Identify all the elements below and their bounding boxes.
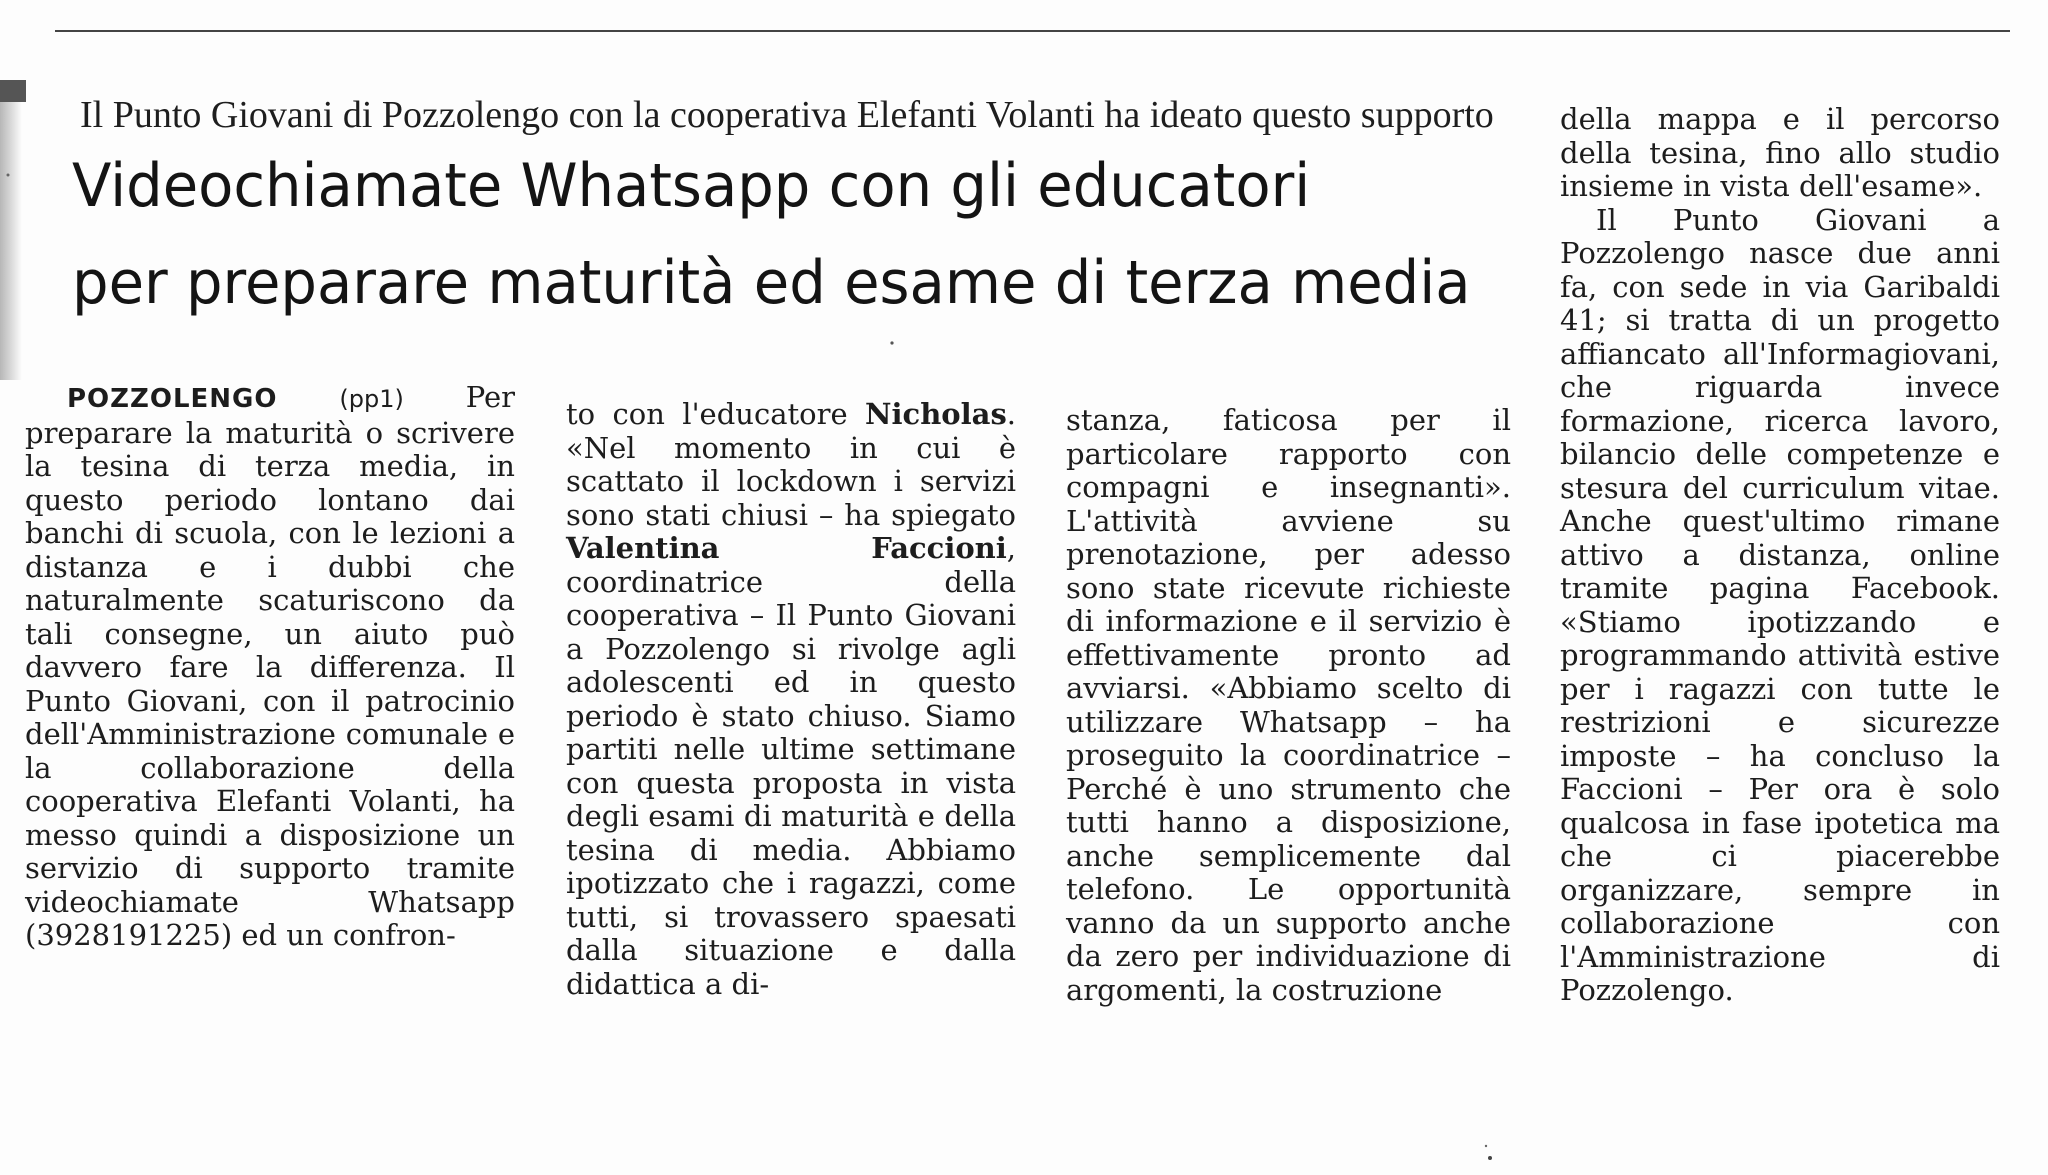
article-column-1 [25,381,515,953]
column-4-paragraph-2: Il Punto Giovani a Pozzolengo nasce due anni fa, con sede in via Garibaldi 41; si tratta di un progetto affiancato all'Informagiovani, che riguarda invece formazione, ricerca lavoro, bilancio delle competenze e stesura del curriculum vitae. Anche quest'ultimo rimane attivo a distanza, online tramite pagina Facebook. «Stiamo ipotizzando e programmando attività estive per i ragazzi con tutte le restrizioni e sicurezze imposte – ha concluso la Faccioni – Per ora è solo qualcosa in fase ipotetica ma che ci piacerebbe organizzare, sempre in collaborazione con l'Amministrazione di Pozzolengo. [1560,202,2000,1007]
column-4-paragraph-1: della mappa e il percorso della tesina, fino allo studio insieme in vista dell'esame». [1560,102,2000,203]
headline-line-2: per preparare maturità ed esame di terza media [72,248,1471,318]
author-ref: (pp1) [339,385,404,413]
lead-paragraph [25,381,515,953]
scan-left-edge-mark [0,80,26,102]
column-2-paragraph [566,398,1016,1001]
column-3-text: stanza, faticosa per il particolare rapporto con compagni e insegnanti». L'attività avviene su prenotazione, per adesso sono state ricevute richieste di informazione e il servizio è effettivamente pronto ad avviarsi. «Abbiamo scelto di utilizzare Whatsapp – ha proseguito la coordinatrice – Perché è uno strumento che tutti hanno a disposizione, anche semplicemente dal telefono. Le opportunità vanno da un supporto anche da zero per individuazione di argomenti, la costruzione [1066,403,1511,1007]
headline [72,138,1471,332]
column-2-text-c: , coordinatrice della cooperativa – Il Punto Giovani a Pozzolengo si rivolge agli adolescenti ed in questo periodo è stato chiuso. Siamo partiti nelle ultime settimane con questa proposta in vista degli esami di maturità e della tesina di media. Abbiamo ipotizzato che i ragazzi, come tutti, si trovassero spaesati dalla situazione e dalla didattica a di- [566,531,1016,1001]
name-nicholas: Nicholas [865,397,1007,431]
article-column-2 [566,398,1016,1001]
headline-line-1: Videochiamate Whatsapp con gli educatori [72,151,1311,221]
article-column-3 [1066,404,1511,1007]
dateline: POZZOLENGO [67,384,278,414]
top-rule-divider [55,30,2010,32]
article-column-4 [1560,103,2000,1008]
kicker-subtitle: Il Punto Giovani di Pozzolengo con la cooperativa Elefanti Volanti ha ideato questo supporto [80,94,1494,136]
column-2-text-b: . «Nel momento in cui è scattato il lockdown i servizi sono stati chiusi – ha spiegato [566,397,1016,532]
name-valentina-faccioni: Valentina Faccioni [566,531,1007,565]
column-2-text-a: to con l'educatore [566,397,866,431]
column-1-text: Per preparare la maturità o scrivere la tesina di terza media, in questo periodo lontano dai banchi di scuola, con le lezioni a distanza e i dubbi che naturalmente scaturiscono da tali consegne, un aiuto può davvero fare la differenza. Il Punto Giovani, con il patrocinio dell'Amministrazione comunale e la collaborazione della cooperativa Elefanti Volanti, ha messo quindi a disposizione un servizio di supporto tramite videochiamate Whatsapp (3928191225) ed un confron- [25,380,515,952]
scan-left-edge-shadow [0,80,22,380]
